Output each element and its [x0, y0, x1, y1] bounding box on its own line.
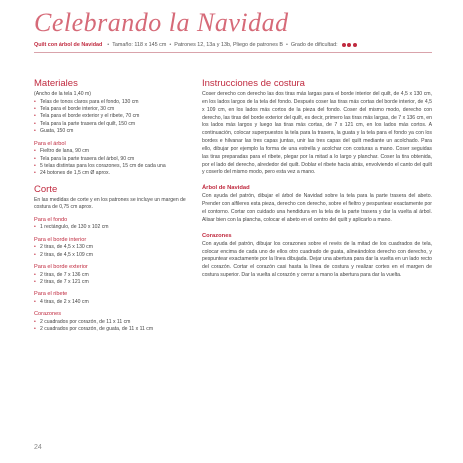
list-item: • 2 cuadrados por corazón, de guata, de 11 x 11 cm	[34, 326, 192, 333]
left-column	[34, 78, 192, 334]
difficulty-dot	[347, 43, 351, 47]
header-divider	[34, 52, 432, 53]
separator: •	[169, 42, 172, 48]
list-item: • Guata, 150 cm	[34, 128, 192, 135]
materials-list	[34, 99, 192, 136]
list-item: • 2 cuadrados por corazón, de 11 x 11 cm	[34, 319, 192, 326]
materials-note: (Ancho de la tela 1,40 m)	[34, 91, 91, 97]
list-item: • Fieltro de lana, 90 cm	[34, 148, 192, 155]
list-item: • Tela para la parte trasera del quilt, 150 cm	[34, 121, 192, 128]
materials-heading: Materiales	[34, 78, 78, 89]
list-item: • 4 tiras, de 2 x 140 cm	[34, 299, 192, 306]
tree-subheading: Árbol de Navidad	[202, 185, 250, 192]
cut-heading: Corte	[34, 183, 58, 195]
list-item: • Tela para la parte trasera del árbol, 90 cm	[34, 156, 192, 163]
cut-section-heading: Para el borde exterior	[34, 264, 88, 271]
cut-section-heading: Para el ribete	[34, 291, 68, 298]
right-column	[202, 78, 432, 280]
difficulty-rating	[342, 43, 357, 47]
tree-materials-list	[34, 148, 192, 178]
list-item: • 24 botones de 1,5 cm Ø aprox.	[34, 170, 192, 177]
page-title: Celebrando la Navidad	[34, 8, 289, 37]
list-item: • 2 tiras, de 4,5 x 130 cm	[34, 244, 192, 251]
tree-paragraph: Con ayuda del patrón, dibujar el árbol de Navidad sobre la tela para la parte trasera del abeto. Prender con alfileres esta pieza, derecho con derecho, sobre el fieltro y pespuntear exactamente por el contorno. Cortar con cuidado una hendidura en la tela de la parte trasera y dar la vuelta al árbol. Alisar bien con la plancha, colocar el abeto en el centro del quilt y aplicarlo a mano.	[202, 193, 432, 223]
hearts-paragraph: Con ayuda del patrón, dibujar los corazones sobre el revés de la mitad de los cuadrados de tela, colocar encima de cada uno de ellos otro cuadrado de guata, alineándolos derecho con derecho, y pespuntear exactamente por la línea dibujada. Dejar una abertura para dar la vuelta en un lado recto del corazón. Cortar el corazón casi hasta la línea de costura y realizar cortes en el margen de costura superior. Dar la vuelta al corazón y cerrar a mano la abertura para dar la vuelta.	[202, 240, 432, 279]
cut-section-heading: Para el fondo	[34, 216, 68, 223]
difficulty-label: Grado de dificultad:	[290, 42, 338, 48]
instructions-heading: Instrucciones de costura	[202, 78, 305, 89]
cut-list	[34, 244, 192, 259]
list-item: • Telas de tonos claros para el fondo, 130 cm	[34, 99, 192, 106]
difficulty-dot	[342, 43, 346, 47]
patterns-info: Patrones 12, 13a y 13b, Pliego de patrones B	[174, 42, 284, 48]
list-item: • 2 tiras, de 4,5 x 109 cm	[34, 252, 192, 259]
info-bar	[34, 42, 432, 48]
cut-list	[34, 319, 192, 334]
list-item: • Tela para el borde exterior y el ribete, 70 cm	[34, 113, 192, 120]
hearts-subheading: Corazones	[202, 232, 232, 239]
cut-intro: En las medidas de corte y en los patrones se incluye un margen de costura de 0,75 cm aprox.	[34, 196, 186, 211]
list-item: • 1 rectángulo, de 130 x 102 cm	[34, 224, 192, 231]
cut-section-heading: Para el borde interior	[34, 236, 87, 243]
model-name: Quilt con árbol de Navidad	[34, 42, 103, 48]
list-item: • 5 telas distintas para los corazones, 15 cm de cada una	[34, 163, 192, 170]
instructions-paragraph: Coser derecho con derecho las dos tiras más largas para el borde interior del quilt, de 4,5 x 130 cm, en los lados largos de la tela del fondo. Después coser las tiras más cortas del borde interior, de 4,5 x 109 cm, en los lados más cortos de la pieza del fondo. Coser del mismo modo, derecho con derecho, las tiras del borde exterior del quilt, es decir, primero las tiras más largas, de 7 x 136 cm, en los lados más largos y luego las tiras más cortas, de 7 x 121 cm, en los lados más cortos. A continuación, colocar superpuestos la tela para la trasera, la guata y la tela para el fondo ya con los bordes e hilvanar las tres capas juntas, unir las tres capas del quilt mediante un acolchado. Para ello, dibujar por ejemplo la forma de una estrella y acolchar con costuras a mano. Coser seguidas las tiras preparadas para el ribete, plegar por la mitad a lo largo y planchar. Coser la tira obtenida, por el lado del derecho, alrededor del quilt. Doblar el ribete hacia atrás, envolviendo el canto del quilt y coserlo del mismo modo, pero esta vez a mano.	[202, 91, 433, 176]
list-item: • 2 tiras, de 7 x 121 cm	[34, 279, 192, 286]
page-number: 24	[34, 444, 42, 451]
size-info: Tamaño: 118 x 145 cm	[112, 42, 167, 48]
separator: •	[286, 42, 288, 48]
cut-list	[34, 224, 192, 231]
difficulty-dot	[353, 43, 357, 47]
tree-materials-heading: Para el árbol	[34, 140, 66, 147]
list-item: • 2 tiras, de 7 x 136 cm	[34, 272, 192, 279]
cut-list	[34, 272, 192, 287]
separator: •	[107, 42, 110, 48]
cut-section-heading: Corazones	[34, 311, 62, 318]
list-item: • Tela para el borde interior, 30 cm	[34, 106, 192, 113]
cut-list	[34, 299, 192, 306]
